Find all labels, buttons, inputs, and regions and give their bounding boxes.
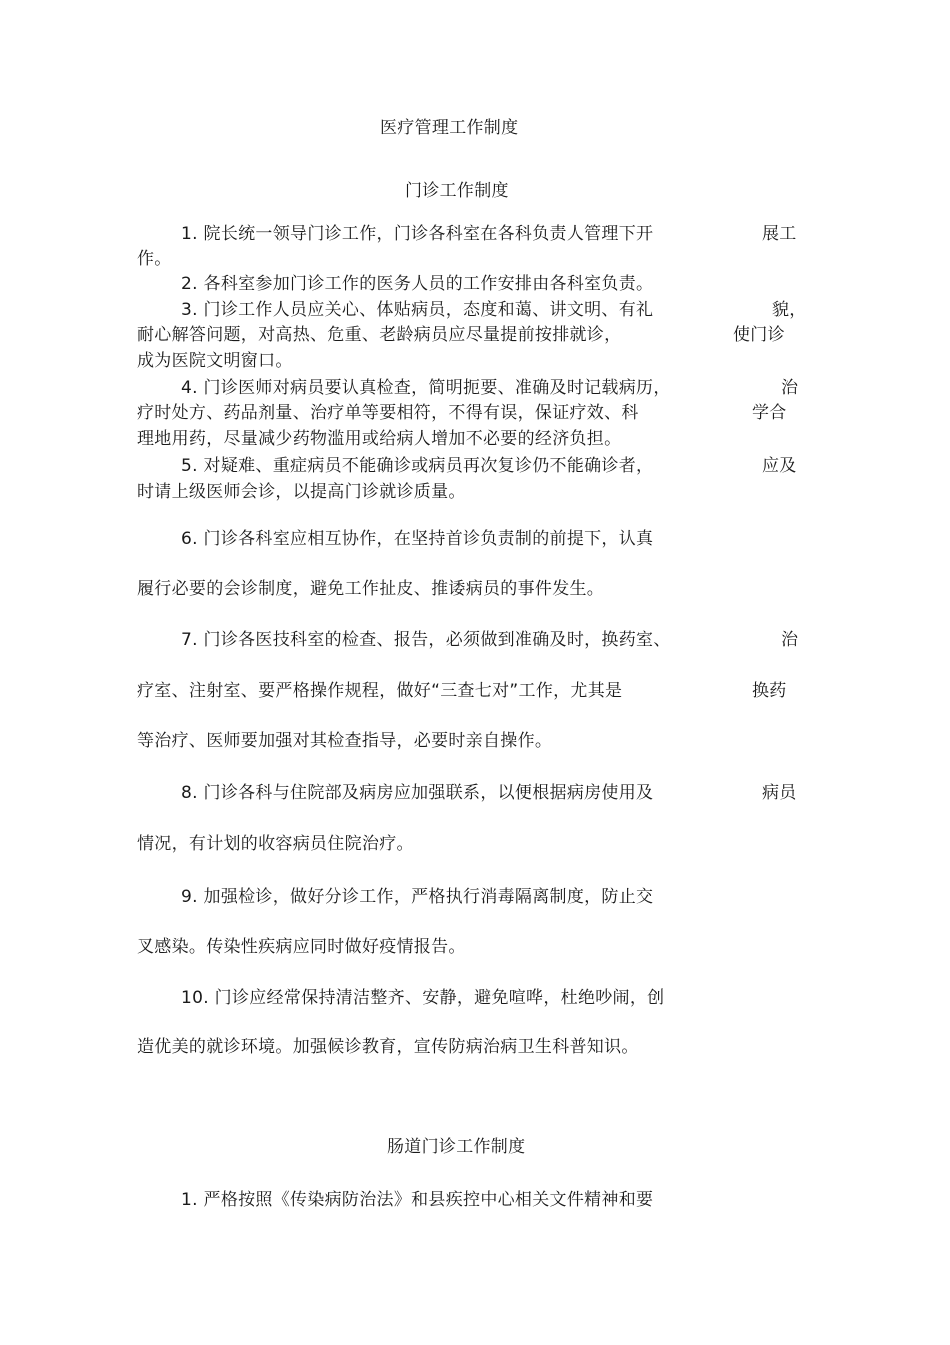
paragraph-line: 应及 [762, 456, 797, 476]
paragraph-line: 1. 院长统一领导门诊工作，门诊各科室在各科负责人管理下开 [181, 224, 654, 244]
paragraph-line: 治 [781, 378, 799, 398]
paragraph-line: 疗时处方、药品剂量、治疗单等要相符，不得有误，保证疗效、科 [137, 403, 639, 423]
paragraph-line: 展工 [762, 224, 797, 244]
paragraph-line: 4. 门诊医师对病员要认真检查，简明扼要、准确及时记载病历， [181, 378, 671, 398]
paragraph-line: 1. 严格按照《传染病防治法》和县疾控中心相关文件精神和要 [181, 1190, 654, 1210]
paragraph-line: 履行必要的会诊制度，避免工作扯皮、推诿病员的事件发生。 [137, 579, 605, 599]
paragraph-line: 貌， [772, 300, 807, 320]
paragraph-line: 6. 门诊各科室应相互协作，在坚持首诊负责制的前提下，认真 [181, 529, 654, 549]
paragraph-line: 理地用药，尽量减少药物滥用或给病人增加不必要的经济负担。 [137, 429, 622, 449]
paragraph-line: 治 [781, 630, 799, 650]
paragraph-line: 换药 [752, 681, 787, 701]
paragraph-line: 7. 门诊各医技科室的检查、报告，必须做到准确及时，换药室、 [181, 630, 671, 650]
paragraph-line: 情况，有计划的收容病员住院治疗。 [137, 834, 414, 854]
paragraph-line: 成为医院文明窗口。 [137, 351, 293, 371]
paragraph-line: 疗室、注射室、要严格操作规程，做好“三查七对”工作，尤其是 [137, 681, 623, 701]
paragraph-line: 造优美的就诊环境。加强候诊教育，宣传防病治病卫生科普知识。 [137, 1037, 639, 1057]
paragraph-line: 作。 [137, 249, 172, 269]
paragraph-line: 5. 对疑难、重症病员不能确诊或病员再次复诊仍不能确诊者， [181, 456, 654, 476]
paragraph-line: 叉感染。传染性疾病应同时做好疫情报告。 [137, 937, 466, 957]
paragraph-line: 8. 门诊各科与住院部及病房应加强联系，以便根据病房使用及 [181, 783, 654, 803]
paragraph-line: 时请上级医师会诊，以提高门诊就诊质量。 [137, 482, 466, 502]
section-heading-outpatient: 门诊工作制度 [405, 181, 509, 201]
paragraph-line: 2. 各科室参加门诊工作的医务人员的工作安排由各科室负责。 [181, 274, 654, 294]
paragraph-line: 耐心解答问题，对高热、危重、老龄病员应尽量提前按排就诊， [137, 325, 622, 345]
paragraph-line: 10. 门诊应经常保持清洁整齐、安静，避免喧哗，杜绝吵闹，创 [181, 988, 665, 1008]
paragraph-line: 9. 加强检诊，做好分诊工作，严格执行消毒隔离制度，防止交 [181, 887, 654, 907]
paragraph-line: 使门诊 [733, 325, 785, 345]
section-heading-intestinal: 肠道门诊工作制度 [387, 1137, 526, 1157]
paragraph-line: 等治疗、医师要加强对其检查指导，必要时亲自操作。 [137, 731, 553, 751]
paragraph-line: 学合 [752, 403, 787, 423]
paragraph-line: 病员 [762, 783, 797, 803]
main-title: 医疗管理工作制度 [380, 118, 519, 138]
paragraph-line: 3. 门诊工作人员应关心、体贴病员，态度和蔼、讲文明、有礼 [181, 300, 654, 320]
